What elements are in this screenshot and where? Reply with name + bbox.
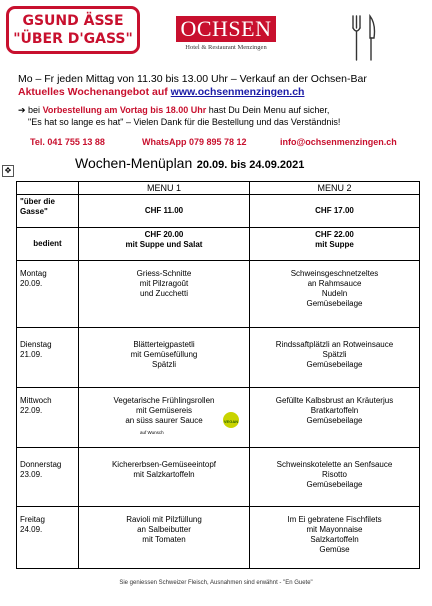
weekly-offer-label: Aktuelles Wochenangebot auf [18, 86, 171, 98]
menu2-cell: Gefüllte Kalbsbrust an Kräuterjus Bratkartoffeln Gemüsebeilage [250, 388, 420, 448]
header-empty-cell [17, 182, 79, 195]
gsund-aesse-logo [6, 6, 140, 54]
badge-line-1: GSUND ÄSSE [22, 13, 124, 29]
row-label: "über die Gasse" [17, 195, 79, 228]
phone-number[interactable]: Tel. 041 755 13 88 [30, 137, 105, 147]
fork-knife-icon [350, 14, 378, 64]
table-row [17, 195, 420, 228]
menu2-header: MENU 2 [250, 182, 420, 195]
plan-dates: 20.09. bis 24.09.2021 [196, 159, 305, 171]
menu2-cell: CHF 17.00 [250, 195, 420, 228]
preorder-prefix: bei [25, 105, 43, 115]
preorder-line [18, 105, 329, 116]
table-header-row [17, 182, 420, 195]
row-label: Mittwoch 22.09. [17, 388, 79, 448]
menu1-cell: CHF 11.00 [79, 195, 250, 228]
ochsen-brand: OCHSEN [176, 16, 276, 42]
table-row [17, 228, 420, 261]
menu1-cell: CHF 20.00 mit Suppe und Salat [79, 228, 250, 261]
availability-note: "Es hat so lange es hat" – Vielen Dank für die Bestellung und das Verständnis! [28, 117, 341, 127]
menu2-cell: CHF 22.00 mit Suppe [250, 228, 420, 261]
row-label: Freitag 24.09. [17, 507, 79, 569]
plan-title [75, 155, 304, 173]
whatsapp-number[interactable]: WhatsApp 079 895 78 12 [142, 137, 247, 147]
table-move-handle-icon[interactable]: ✥ [2, 165, 14, 177]
menu2-cell: Schweinsgeschnetzeltes an Rahmsauce Nudeln Gemüsebeilage [250, 261, 420, 328]
menu2-cell: Rindssaftplätzli an Rotweinsauce Spätzli Gemüsebeilage [250, 328, 420, 388]
table-row [17, 261, 420, 328]
menu1-header: MENU 1 [79, 182, 250, 195]
vegan-badge-icon: VEGAN [223, 412, 239, 428]
row-label: Dienstag 21.09. [17, 328, 79, 388]
ochsen-logo [176, 16, 276, 51]
menu1-cell: Griess-Schnitte mit Pilzragoût und Zucchetti [79, 261, 250, 328]
arrow-right-icon: ➔ [18, 105, 26, 115]
email-link[interactable]: info@ochsenmenzingen.ch [280, 137, 397, 147]
menu2-cell: Im Ei gebratene Fischfilets mit Mayonnaise Salzkartoffeln Gemüse [250, 507, 420, 569]
plan-title-text: Wochen-Menüplan [75, 155, 193, 171]
menu-table [16, 181, 420, 569]
row-label: Montag 20.09. [17, 261, 79, 328]
on-request-note: auf Wunsch [140, 430, 164, 435]
menu2-cell: Schweinskotelette an Senfsauce Risotto Gemüsebeilage [250, 448, 420, 507]
opening-hours-text: Mo – Fr jeden Mittag von 11.30 bis 13.00 Uhr – Verkauf an der Ochsen-Bar [18, 73, 367, 85]
ochsen-subtitle: Hotel & Restaurant Menzingen [185, 44, 267, 51]
menu1-cell: Kichererbsen-Gemüseeintopf mit Salzkartoffeln [79, 448, 250, 507]
badge-line-2: "ÜBER D'GASS" [13, 31, 133, 47]
table-row [17, 507, 420, 569]
row-label: bedient [17, 228, 79, 261]
row-label: Donnerstag 23.09. [17, 448, 79, 507]
menu1-cell: Ravioli mit Pilzfüllung an Salbeibutter mit Tomaten [79, 507, 250, 569]
table-row [17, 328, 420, 388]
table-row [17, 448, 420, 507]
website-link[interactable]: www.ochsenmenzingen.ch [170, 86, 305, 98]
preorder-deadline: Vorbestellung am Vortag bis 18.00 Uhr [42, 105, 207, 115]
preorder-rest: hast Du Dein Menu auf sicher, [206, 105, 330, 115]
menu1-cell: Vegetarische Frühlingsrollen mit Gemüsereis an süss saurer Sauce auf Wunsch VEGAN [79, 388, 250, 448]
table-row [17, 388, 420, 448]
footer-note: Sie geniessen Schweizer Fleisch, Ausnahmen sind erwähnt - "En Guete" [119, 580, 313, 586]
weekly-offer-line [18, 86, 304, 98]
menu1-cell: Blätterteigpastetli mit Gemüsefüllung Spätzli [79, 328, 250, 388]
